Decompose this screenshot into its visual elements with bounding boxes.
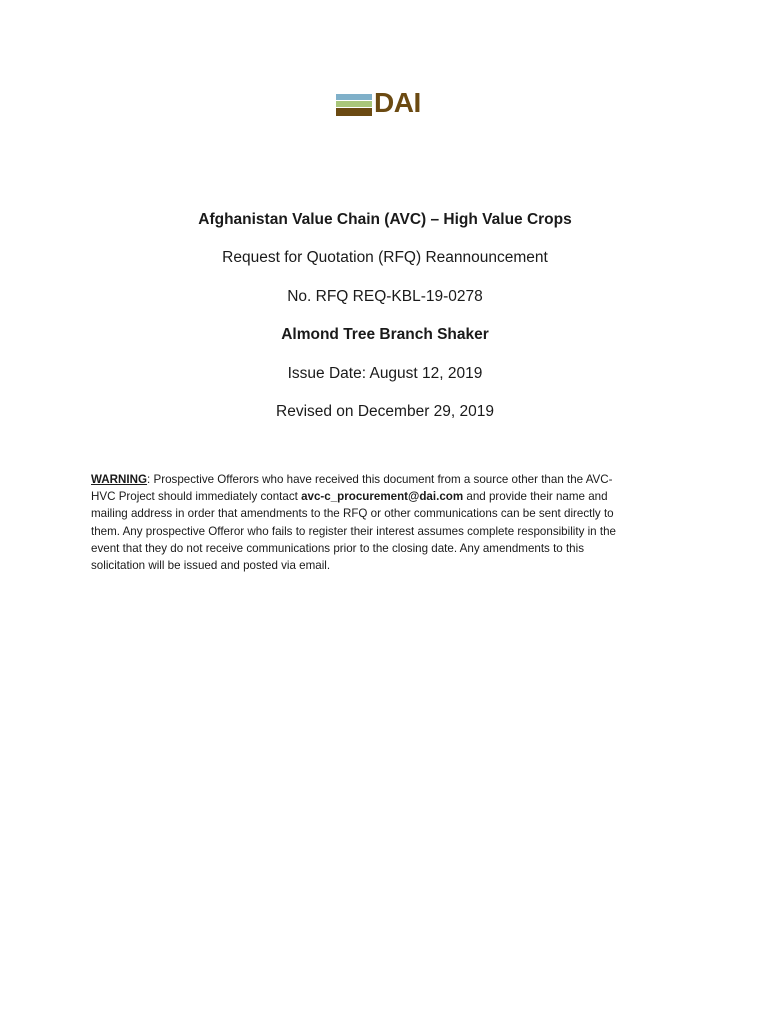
- issue-date: Issue Date: August 12, 2019: [287, 365, 483, 382]
- warning-line-2: [91, 488, 691, 505]
- project-title: Afghanistan Value Chain (AVC) – High Value Crops: [198, 211, 572, 228]
- dai-logo: [336, 87, 428, 118]
- warning-line-1-text: : Prospective Offerors who have received this document from a source other than the AVC-: [147, 473, 613, 486]
- revised-date: Revised on December 29, 2019: [276, 403, 494, 420]
- warning-line-2-pre: HVC Project should immediately contact: [91, 490, 302, 504]
- rfq-title: Request for Quotation (RFQ) Reannouncement: [222, 249, 548, 266]
- warning-label: WARNING: [91, 473, 148, 486]
- logo-stripe-earth: [336, 108, 372, 116]
- warning-line-1: [91, 471, 691, 488]
- item-title: Almond Tree Branch Shaker: [281, 326, 489, 343]
- warning-line-3: mailing address in order that amendments to the RFQ or other communications can be sent directly to: [91, 507, 614, 521]
- warning-line-5: event that they do not receive communications prior to the closing date. Any amendments to this: [91, 541, 585, 555]
- warning-line-4: them. Any prospective Offeror who fails to register their interest assumes complete responsibility in the: [91, 524, 616, 538]
- warning-line-6: solicitation will be issued and posted via email.: [91, 559, 331, 573]
- warning-notice: [91, 471, 691, 574]
- rfq-number: No. RFQ REQ-KBL-19-0278: [287, 288, 483, 305]
- procurement-email: avc-c_procurement@dai.com: [301, 490, 464, 504]
- logo-stripe-sky: [336, 94, 372, 100]
- logo-wordmark: DAI: [374, 87, 421, 118]
- warning-line-2-post: and provide their name and: [463, 490, 608, 504]
- logo-stripe-field: [336, 101, 372, 107]
